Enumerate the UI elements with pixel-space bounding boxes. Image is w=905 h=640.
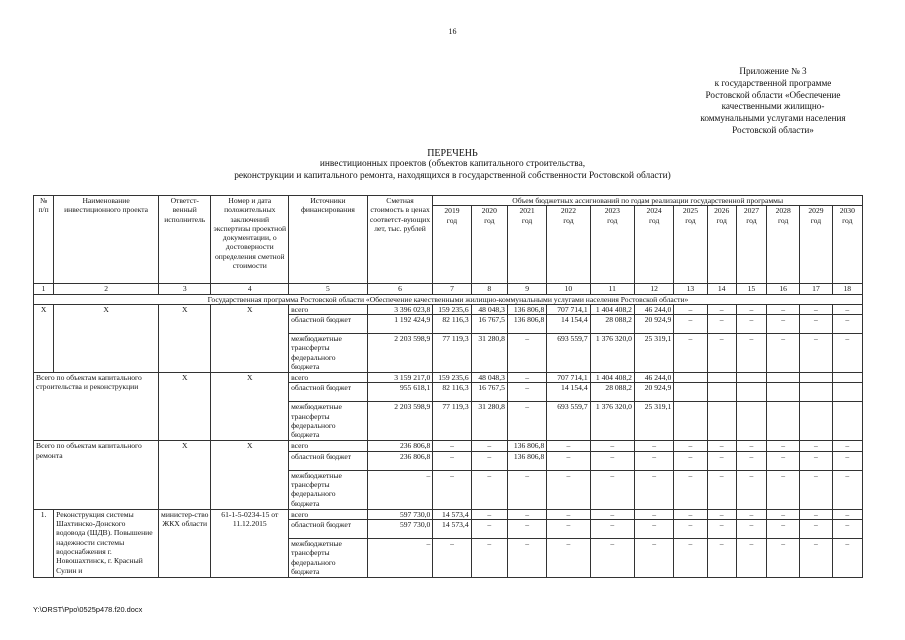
year-amount: –: [507, 539, 546, 578]
year-amount: [800, 373, 832, 383]
funding-source: всего: [289, 304, 368, 314]
year-amount: [736, 373, 766, 383]
year-value: 2025: [682, 206, 699, 216]
project-name: Всего по объектам капитального ремонта: [34, 441, 159, 509]
year-amount: –: [507, 402, 546, 441]
year-amount: –: [832, 334, 862, 373]
estimated-cost: –: [367, 470, 433, 509]
year-amount: –: [736, 470, 766, 509]
year-amount: –: [433, 470, 471, 509]
year-amount: –: [767, 304, 800, 314]
year-amount: [800, 402, 832, 441]
funding-source: областной бюджет: [289, 315, 368, 334]
funding-source: межбюджетные трансферты федерального бюджета: [289, 334, 368, 373]
project-name: Всего по объектам капитального строительства и реконструкции: [34, 373, 159, 441]
executor: Х: [159, 304, 211, 372]
year-suffix: год: [746, 215, 757, 225]
year-amount: –: [471, 470, 507, 509]
funding-source: межбюджетные трансферты федерального бюджета: [289, 402, 368, 441]
year-amount: [767, 402, 800, 441]
year-amount: 28 088,2: [590, 315, 634, 334]
column-number: 1: [34, 284, 54, 294]
year-header: [433, 206, 471, 284]
file-path-footer: Y:\ORST\Ppo\0525p478.f20.docx: [33, 605, 143, 614]
document-subtitle: [0, 159, 905, 182]
year-amount: –: [736, 520, 766, 539]
year-amount: –: [767, 315, 800, 334]
year-amount: –: [507, 509, 546, 519]
year-suffix: год: [607, 215, 618, 225]
column-number: 5: [289, 284, 368, 294]
year-amount: –: [634, 520, 673, 539]
estimated-cost: 955 618,1: [367, 383, 433, 402]
year-amount: 693 559,7: [547, 334, 590, 373]
year-amount: 82 116,3: [433, 383, 471, 402]
year-amount: –: [707, 334, 736, 373]
executor: министер-ство ЖКХ области: [159, 509, 211, 577]
year-amount: 136 806,8: [507, 441, 546, 451]
year-value: 2019: [444, 206, 460, 216]
year-amount: –: [590, 441, 634, 451]
year-amount: –: [674, 304, 707, 314]
estimated-cost: –: [367, 539, 433, 578]
year-amount: 77 119,3: [433, 334, 471, 373]
year-amount: –: [832, 539, 862, 578]
year-amount: –: [433, 539, 471, 578]
year-amount: –: [547, 509, 590, 519]
year-amount: –: [832, 451, 862, 470]
program-row: [34, 294, 863, 304]
header-name: Наименование инвестиционного проекта: [54, 196, 159, 284]
year-amount: –: [767, 334, 800, 373]
year-value: 2029: [808, 206, 824, 216]
year-header: [590, 206, 634, 284]
year-amount: –: [674, 334, 707, 373]
expertise-number: Х: [211, 304, 289, 372]
estimated-cost: 3 159 217,0: [367, 373, 433, 383]
year-amount: –: [832, 441, 862, 451]
year-header: [767, 206, 800, 284]
estimated-cost: 2 203 598,9: [367, 334, 433, 373]
year-amount: –: [707, 441, 736, 451]
year-amount: –: [634, 470, 673, 509]
year-value: 2021: [519, 206, 535, 216]
year-amount: –: [433, 441, 471, 451]
year-amount: –: [674, 470, 707, 509]
estimated-cost: 597 730,0: [367, 520, 433, 539]
year-amount: –: [674, 509, 707, 519]
year-amount: –: [767, 539, 800, 578]
year-amount: [767, 373, 800, 383]
column-number: 9: [507, 284, 546, 294]
year-amount: 77 119,3: [433, 402, 471, 441]
year-amount: –: [707, 304, 736, 314]
year-amount: –: [674, 539, 707, 578]
year-amount: [707, 373, 736, 383]
funding-source: областной бюджет: [289, 520, 368, 539]
column-number: 3: [159, 284, 211, 294]
year-value: 2026: [714, 206, 730, 216]
year-amount: 159 235,6: [433, 373, 471, 383]
year-amount: –: [471, 509, 507, 519]
column-number: 14: [707, 284, 736, 294]
year-amount: –: [800, 315, 832, 334]
executor: Х: [159, 441, 211, 509]
year-amount: 31 280,8: [471, 402, 507, 441]
funding-source: всего: [289, 509, 368, 519]
year-amount: –: [674, 451, 707, 470]
estimated-cost: 2 203 598,9: [367, 402, 433, 441]
year-suffix: год: [810, 215, 822, 225]
year-suffix: год: [484, 215, 495, 225]
year-header: [634, 206, 673, 284]
year-amount: 14 154,4: [547, 315, 590, 334]
year-amount: 46 244,0: [634, 373, 673, 383]
funding-source: всего: [289, 441, 368, 451]
estimated-cost: 1 192 424,9: [367, 315, 433, 334]
year-suffix: год: [716, 215, 727, 225]
column-number: 16: [767, 284, 800, 294]
year-amount: 159 235,6: [433, 304, 471, 314]
year-header: [547, 206, 590, 284]
column-number: 4: [211, 284, 289, 294]
year-suffix: год: [842, 215, 853, 225]
estimated-cost: 597 730,0: [367, 509, 433, 519]
year-amount: –: [707, 470, 736, 509]
year-amount: [832, 373, 862, 383]
year-amount: 14 154,4: [547, 383, 590, 402]
year-header: [736, 206, 766, 284]
year-amount: 1 376 320,0: [590, 334, 634, 373]
year-amount: 25 319,1: [634, 334, 673, 373]
year-amount: –: [674, 520, 707, 539]
column-number: 8: [471, 284, 507, 294]
year-amount: –: [433, 451, 471, 470]
year-amount: [674, 383, 707, 402]
year-amount: –: [590, 520, 634, 539]
year-amount: 14 573,4: [433, 509, 471, 519]
year-amount: 48 048,3: [471, 304, 507, 314]
header-executor: Ответст-венный исполнитель: [159, 196, 211, 284]
year-amount: –: [634, 441, 673, 451]
year-amount: [674, 373, 707, 383]
year-suffix: год: [648, 215, 660, 225]
year-amount: –: [800, 334, 832, 373]
year-amount: [832, 383, 862, 402]
funding-source: всего: [289, 373, 368, 383]
year-amount: 1 404 408,2: [590, 373, 634, 383]
year-amount: 16 767,5: [471, 383, 507, 402]
column-number: 17: [800, 284, 832, 294]
year-value: 2030: [839, 206, 855, 216]
project-name: Х: [54, 304, 159, 372]
year-amount: –: [800, 520, 832, 539]
year-amount: –: [767, 509, 800, 519]
column-number: 7: [433, 284, 471, 294]
year-amount: –: [471, 451, 507, 470]
year-amount: [736, 383, 766, 402]
year-value: 2028: [775, 206, 791, 216]
year-amount: –: [736, 334, 766, 373]
year-value: 2024: [646, 206, 662, 216]
year-amount: –: [767, 470, 800, 509]
year-amount: 136 806,8: [507, 451, 546, 470]
column-number: 15: [736, 284, 766, 294]
header-row: [34, 196, 863, 206]
row-number: Х: [34, 304, 54, 372]
column-number: 2: [54, 284, 159, 294]
year-suffix: год: [563, 215, 574, 225]
year-amount: [707, 383, 736, 402]
year-amount: –: [590, 509, 634, 519]
appendix-line: качественными жилищно-: [721, 101, 825, 112]
funding-source: межбюджетные трансферты федерального бюджета: [289, 539, 368, 578]
column-numbers-row: [34, 284, 863, 294]
year-header: [674, 206, 707, 284]
year-amount: –: [674, 315, 707, 334]
year-amount: –: [832, 509, 862, 519]
year-amount: –: [832, 315, 862, 334]
year-amount: –: [590, 470, 634, 509]
year-amount: 707 714,1: [547, 304, 590, 314]
year-amount: –: [800, 441, 832, 451]
year-amount: 693 559,7: [547, 402, 590, 441]
column-number: 10: [547, 284, 590, 294]
year-header: [800, 206, 832, 284]
year-amount: 136 806,8: [507, 304, 546, 314]
year-amount: –: [736, 539, 766, 578]
year-amount: 16 767,5: [471, 315, 507, 334]
year-amount: –: [507, 334, 546, 373]
year-amount: 136 806,8: [507, 315, 546, 334]
appendix-line: Приложение № 3: [739, 66, 807, 76]
program-title: Государственная программа Ростовской области «Обеспечение качественными жилищно-коммунальными услугами населения Ростовской области»: [34, 294, 863, 304]
data-row: [34, 304, 863, 314]
year-amount: –: [707, 539, 736, 578]
year-amount: –: [590, 539, 634, 578]
page-number: 16: [448, 27, 457, 36]
year-value: 2020: [481, 206, 497, 216]
year-header: [832, 206, 862, 284]
year-amount: [736, 402, 766, 441]
year-suffix: год: [777, 215, 789, 225]
year-suffix: год: [446, 215, 458, 225]
year-amount: –: [800, 509, 832, 519]
year-amount: 1 404 408,2: [590, 304, 634, 314]
year-amount: [767, 383, 800, 402]
header-sources: Источники финансирования: [289, 196, 368, 284]
year-amount: –: [707, 315, 736, 334]
year-amount: 28 088,2: [590, 383, 634, 402]
column-number: 18: [832, 284, 862, 294]
year-amount: 82 116,3: [433, 315, 471, 334]
year-amount: –: [674, 441, 707, 451]
expertise-number: Х: [211, 373, 289, 441]
appendix-line: коммунальными услугами населения: [700, 113, 846, 124]
year-amount: 20 924,9: [634, 315, 673, 334]
column-number: 13: [674, 284, 707, 294]
year-amount: 1 376 320,0: [590, 402, 634, 441]
year-amount: [800, 383, 832, 402]
year-amount: –: [507, 383, 546, 402]
appendix-line: к государственной программе: [714, 77, 832, 88]
header-volume: Объем бюджетных ассигнований по годам реализации государственной программы: [433, 196, 863, 206]
year-amount: –: [507, 373, 546, 383]
row-number: 1.: [34, 509, 54, 577]
year-amount: –: [832, 520, 862, 539]
year-amount: 707 714,1: [547, 373, 590, 383]
appendix-line: Ростовской области «Обеспечение: [705, 89, 841, 100]
year-amount: [832, 402, 862, 441]
year-value: 2027: [743, 206, 760, 216]
subtitle-line: реконструкции и капитального ремонта, находящихся в государственной собственности Ростовской области): [234, 170, 671, 181]
year-amount: –: [547, 451, 590, 470]
year-amount: [674, 402, 707, 441]
estimated-cost: 236 806,8: [367, 441, 433, 451]
data-row: [34, 441, 863, 451]
column-number: 6: [367, 284, 433, 294]
year-amount: –: [634, 539, 673, 578]
expertise-number: 61-1-5-0234-15 от 11.12.2015: [211, 509, 289, 577]
expertise-number: Х: [211, 441, 289, 509]
project-name: Реконструкция системы Шахтинско-Донского водовода (ШДВ). Повышение надежности системы водоснабжения г. Новошахтинск, г. Красный Сулин и: [54, 509, 159, 577]
year-value: 2022: [560, 206, 577, 216]
year-amount: –: [634, 509, 673, 519]
year-amount: 31 280,8: [471, 334, 507, 373]
funding-source: областной бюджет: [289, 451, 368, 470]
funding-source: межбюджетные трансферты федерального бюджета: [289, 470, 368, 509]
year-amount: –: [471, 539, 507, 578]
year-suffix: год: [685, 215, 696, 225]
document-title: ПЕРЕЧЕНЬ: [427, 148, 478, 159]
header-expertise-number: Номер и дата положительных заключений экспертизы проектной документации, о достоверности определения сметной стоимости: [211, 196, 289, 284]
year-amount: –: [707, 451, 736, 470]
executor: Х: [159, 373, 211, 441]
year-value: 2023: [604, 206, 620, 216]
year-header: [507, 206, 546, 284]
year-amount: –: [471, 520, 507, 539]
year-amount: –: [547, 520, 590, 539]
year-amount: –: [707, 520, 736, 539]
estimated-cost: 236 806,8: [367, 451, 433, 470]
year-amount: 25 319,1: [634, 402, 673, 441]
year-amount: –: [736, 451, 766, 470]
column-number: 12: [634, 284, 673, 294]
year-amount: –: [471, 441, 507, 451]
year-amount: –: [736, 441, 766, 451]
year-amount: 46 244,0: [634, 304, 673, 314]
year-amount: –: [767, 451, 800, 470]
year-amount: –: [832, 470, 862, 509]
header-cost: Сметная стоимость в ценах соответст-вующих лет, тыс. рублей: [367, 196, 433, 284]
data-row: [34, 373, 863, 383]
year-amount: –: [547, 441, 590, 451]
year-amount: –: [507, 470, 546, 509]
year-amount: –: [800, 304, 832, 314]
subtitle-line: инвестиционных проектов (объектов капитального строительства,: [319, 159, 586, 169]
appendix-block: [683, 66, 863, 137]
year-amount: –: [800, 451, 832, 470]
funding-source: областной бюджет: [289, 383, 368, 402]
year-header: [707, 206, 736, 284]
year-amount: –: [736, 509, 766, 519]
year-amount: –: [767, 520, 800, 539]
year-amount: –: [707, 509, 736, 519]
year-amount: –: [832, 304, 862, 314]
year-amount: [707, 402, 736, 441]
year-amount: –: [767, 441, 800, 451]
column-number: 11: [590, 284, 634, 294]
year-amount: –: [800, 470, 832, 509]
year-amount: 48 048,3: [471, 373, 507, 383]
year-amount: –: [547, 539, 590, 578]
year-suffix: год: [521, 215, 533, 225]
year-amount: 14 573,4: [433, 520, 471, 539]
year-amount: 20 924,9: [634, 383, 673, 402]
year-amount: –: [736, 315, 766, 334]
year-amount: –: [590, 451, 634, 470]
header-no: № п/п: [34, 196, 54, 284]
year-amount: –: [800, 539, 832, 578]
estimated-cost: 3 396 023,8: [367, 304, 433, 314]
year-amount: –: [736, 304, 766, 314]
investment-projects-table: [33, 195, 863, 578]
year-header: [471, 206, 507, 284]
appendix-line: Ростовской области»: [732, 124, 814, 135]
data-row: [34, 509, 863, 519]
year-amount: –: [547, 470, 590, 509]
year-amount: –: [634, 451, 673, 470]
year-amount: –: [507, 520, 546, 539]
